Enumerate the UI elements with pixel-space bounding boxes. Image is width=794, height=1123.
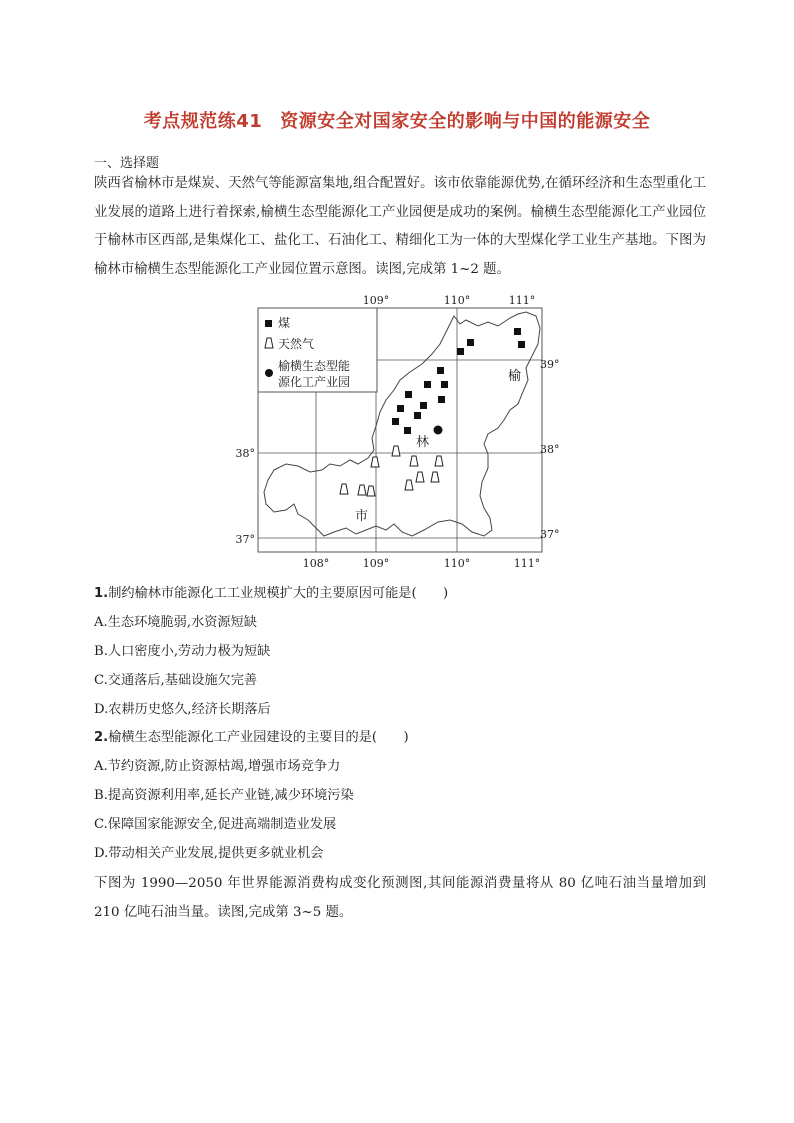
question-2 (94, 726, 409, 745)
gas-marker (358, 485, 366, 495)
coal-marker (467, 339, 474, 346)
industrial-park-marker (434, 426, 443, 435)
region-char-shi: 市 (355, 509, 369, 524)
coal-marker (414, 412, 421, 419)
legend-park-label-1: 榆横生态型能 (278, 359, 351, 373)
legend-park-label-2: 源化工产业园 (278, 375, 351, 389)
gas-marker (340, 484, 348, 494)
q1-option-b: B.人口密度小,劳动力极为短缺 (94, 644, 271, 659)
legend-gas-label: 天然气 (278, 337, 315, 351)
lat-label-left: 37° (235, 533, 255, 546)
lon-label-bottom: 111° (513, 557, 541, 570)
q2-option-b: B.提高资源利用率,延长产业链,减少环境污染 (94, 788, 354, 803)
coal-marker (441, 381, 448, 388)
coal-marker (405, 391, 412, 398)
coal-marker (424, 381, 431, 388)
q1-option-a: A.生态环境脆弱,水资源短缺 (94, 615, 257, 630)
coal-marker (437, 367, 444, 374)
intro-paragraph-1: 陕西省榆林市是煤炭、天然气等能源富集地,组合配置好。该市依靠能源优势,在循环经济和生态型重化工业发展的道路上进行着探索,榆横生态型能源化工产业园便是成功的案例。榆横生态型能源化工产业园位于榆林市区西部,是集煤化工、盐化工、石油化工、精细化工为一体的大型煤化学工业生产基地。下图为榆林市榆横生态型能源化工产业园位置示意图。读图,完成第 1~2 题。 (94, 176, 706, 277)
q2-option-d: D.带动相关产业发展,提供更多就业机会 (94, 846, 324, 861)
q1-option-c: C.交通落后,基础设施欠完善 (94, 673, 258, 688)
lon-label-bottom: 108° (302, 557, 330, 570)
legend-coal-label: 煤 (278, 316, 291, 330)
gas-marker (405, 480, 413, 490)
coal-marker (404, 427, 411, 434)
region-char-lin: 林 (416, 435, 430, 450)
coal-marker (392, 418, 399, 425)
yulin-location-map (226, 292, 560, 572)
lat-label-right: 39° (540, 358, 560, 371)
question-2-number: 2. (94, 730, 109, 745)
legend-coal-icon (265, 320, 272, 327)
question-1 (94, 582, 448, 601)
lon-label-top: 109° (362, 294, 390, 307)
gas-marker (431, 472, 439, 482)
gas-marker (392, 446, 400, 456)
gas-marker (371, 457, 379, 467)
gas-marker (435, 456, 443, 466)
title-text: 资源安全对国家安全的影响与中国的能源安全 (280, 111, 651, 132)
coal-marker (420, 402, 427, 409)
coal-marker (397, 405, 404, 412)
gas-marker (410, 456, 418, 466)
page-title (0, 107, 794, 133)
question-1-stem: 制约榆林市能源化工工业规模扩大的主要原因可能是( ) (108, 586, 449, 601)
section-heading: 一、选择题 (94, 156, 160, 171)
coal-marker (518, 341, 525, 348)
q2-option-a: A.节约资源,防止资源枯竭,增强市场竞争力 (94, 759, 341, 774)
coal-marker (514, 328, 521, 335)
lat-label-left: 38° (235, 447, 255, 460)
title-number: 考点规范练41 (143, 111, 263, 132)
q2-option-c: C.保障国家能源安全,促进高端制造业发展 (94, 817, 337, 832)
legend-park-icon (265, 369, 273, 377)
gas-marker (367, 486, 375, 496)
legend-gas-icon (265, 338, 273, 348)
coal-marker (457, 348, 464, 355)
q1-option-d: D.农耕历史悠久,经济长期落后 (94, 702, 271, 717)
lon-label-bottom: 109° (362, 557, 390, 570)
lat-label-right: 37° (540, 528, 560, 541)
gas-markers (340, 446, 443, 496)
question-1-number: 1. (94, 586, 109, 601)
gas-marker (416, 472, 424, 482)
region-char-yu: 榆 (508, 369, 522, 384)
question-2-stem: 榆横生态型能源化工产业园建设的主要目的是( ) (108, 730, 409, 745)
lat-label-right: 38° (540, 443, 560, 456)
coal-marker (438, 396, 445, 403)
lon-label-bottom: 110° (443, 557, 471, 570)
lon-label-top: 110° (443, 294, 471, 307)
intro-paragraph-2: 下图为 1990—2050 年世界能源消费构成变化预测图,其间能源消费量将从 80 亿吨石油当量增加到 210 亿吨石油当量。读图,完成第 3~5 题。 (94, 876, 706, 920)
lon-label-top: 111° (508, 294, 536, 307)
